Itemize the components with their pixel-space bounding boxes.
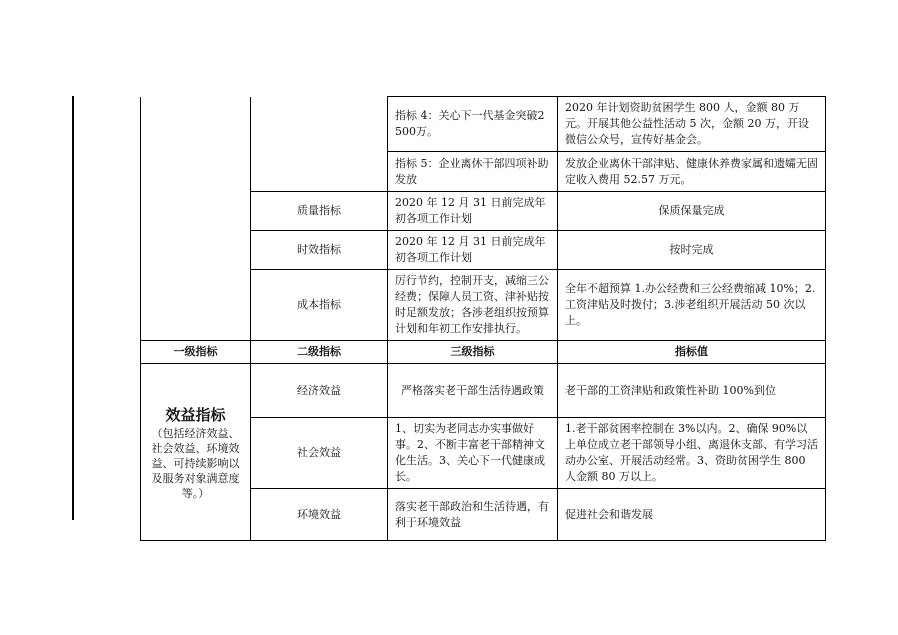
level1-blank-cell	[141, 97, 251, 341]
table-row	[141, 97, 826, 152]
level2-blank-cell	[251, 97, 388, 192]
level2-cell: 时效指标	[251, 231, 388, 270]
level2-cell: 环境效益	[251, 489, 388, 541]
level3-cell: 2020 年 12 月 31 日前完成年初各项工作计划	[388, 231, 558, 270]
value-cell: 1.老干部贫困率控制在 3%以内。2、确保 90%以上单位成立老干部领导小组、离退休支部、有学习活动办公室、开展活动经常。3、资助贫困学生 800 人金额 80 万以上。	[558, 418, 826, 489]
level2-cell: 经济效益	[251, 364, 388, 418]
value-cell: 老干部的工资津贴和政策性补助 100%到位	[558, 364, 826, 418]
level2-cell: 质量指标	[251, 192, 388, 231]
value-cell: 按时完成	[558, 231, 826, 270]
table-row	[141, 364, 826, 418]
level3-cell: 落实老干部政治和生活待遇，有利于环境效益	[388, 489, 558, 541]
value-cell: 全年不超预算 1.办公经费和三公经费缩减 10%；2.工资津贴及时拨付；3.涉老组织开展活动 50 次以上。	[558, 270, 826, 341]
header-level2: 二级指标	[251, 341, 388, 364]
header-level1: 一级指标	[141, 341, 251, 364]
header-value: 指标值	[558, 341, 826, 364]
level3-cell: 2020 年 12 月 31 日前完成年初各项工作计划	[388, 192, 558, 231]
level1-note: （包括经济效益、社会效益、环境效益、可持续影响以及服务对象满意度等。）	[151, 426, 240, 500]
level2-cell: 社会效益	[251, 418, 388, 489]
value-cell: 2020 年计划资助贫困学生 800 人，金额 80 万元。开展其他公益性活动 5 次，金额 20 万，开设微信公众号，宣传好基金会。	[558, 97, 826, 152]
header-level3: 三级指标	[388, 341, 558, 364]
value-cell: 促进社会和谐发展	[558, 489, 826, 541]
level3-cell: 指标 4：关心下一代基金突破2500万。	[388, 97, 558, 152]
left-margin-rule	[72, 96, 74, 520]
level3-cell: 1、切实为老同志办实事做好事。2、不断丰富老干部精神文化生活。3、关心下一代健康成长。	[388, 418, 558, 489]
table-header-row	[141, 341, 826, 364]
value-cell: 保质保量完成	[558, 192, 826, 231]
level1-cell	[141, 364, 251, 541]
level2-cell: 成本指标	[251, 270, 388, 341]
level1-title: 效益指标	[165, 405, 226, 424]
value-cell: 发放企业离休干部津贴、健康休养费家属和遗孀无固定收入费用 52.57 万元。	[558, 152, 826, 192]
level3-cell: 严格落实老干部生活待遇政策	[388, 364, 558, 418]
performance-indicator-table	[140, 96, 826, 541]
level3-cell: 厉行节约，控制开支，减缩三公经费；保障人员工资、津补贴按时足额发放；各涉老组织按预算计划和年初工作安排执行。	[388, 270, 558, 341]
level3-cell: 指标 5：企业离休干部四项补助发放	[388, 152, 558, 192]
